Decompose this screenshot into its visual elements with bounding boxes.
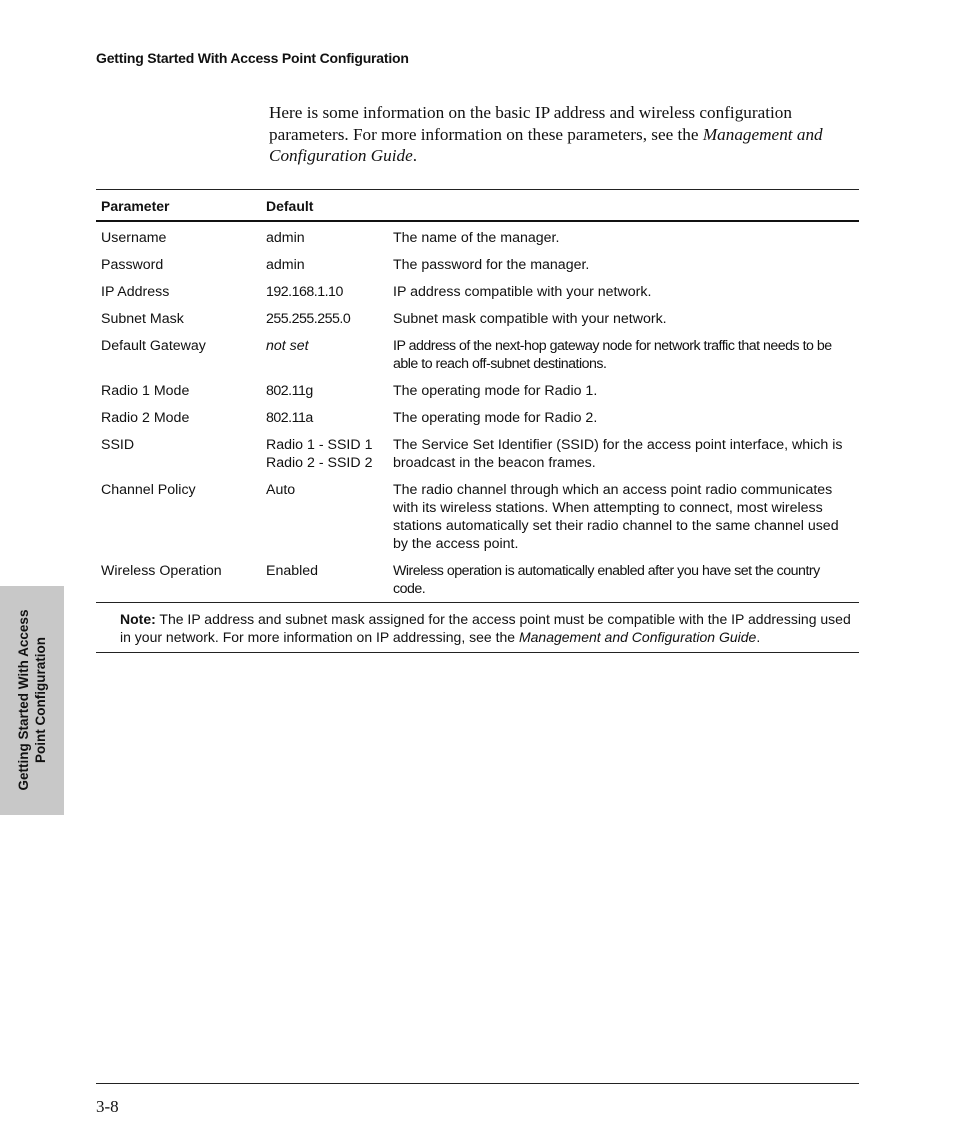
intro-end: . [412,146,418,165]
cell-default: 802.11g [266,383,313,399]
cell-description: The operating mode for Radio 1. [393,383,598,399]
cell-parameter: Wireless Operation [101,563,222,579]
cell-default: admin [266,257,305,273]
table-row [96,476,859,557]
table-row [96,251,859,278]
cell-description: IP address compatible with your network. [393,284,652,300]
intro-guide-title: Management and Configuration Guide [269,124,823,165]
cell-description: The name of the manager. [393,230,560,246]
header-parameter: Parameter [96,190,261,222]
header-description [388,190,859,222]
side-tab-line1: Getting Started With Access [16,609,31,791]
cell-parameter: Radio 1 Mode [101,383,190,399]
table-note-row [96,603,859,653]
cell-default: Enabled [266,563,319,579]
cell-default [261,431,388,476]
cell-description: The password for the manager. [393,257,590,273]
cell-default: 192.168.1.10 [266,284,343,300]
table-row [96,431,859,476]
table-header-row [96,190,859,222]
cell-description: Wireless operation is automatically enabled after you have set the country code. [393,563,820,597]
header-default: Default [261,190,388,222]
note-text: The IP address and subnet mask assigned for the access point must be compatible with the IP addressing used in your network. For more information on IP addressing, see the [120,611,851,645]
parameter-table-container [96,189,859,653]
cell-default: not set [266,338,309,354]
page-number: 3-8 [96,1097,119,1116]
cell-default-line1: Radio 1 - SSID 1 [266,437,373,453]
table-row [96,557,859,603]
cell-default: admin [266,230,305,246]
cell-default: 255.255.255.0 [266,311,351,327]
cell-default-line2: Radio 2 - SSID 2 [266,455,373,471]
cell-parameter: Subnet Mask [101,311,184,327]
cell-parameter: SSID [101,437,135,453]
footer-rule [96,1083,859,1084]
side-tab-line2: Point Configuration [33,637,48,763]
cell-default: 802.11a [266,410,313,426]
cell-parameter: Default Gateway [101,338,206,354]
cell-default: Auto [266,482,296,498]
table-row [96,221,859,251]
table-row [96,332,859,377]
running-header: Getting Started With Access Point Configuration [96,50,409,66]
intro-text: Here is some information on the basic IP address and wireless configuration parameters. For more information on these parameters, see the [269,103,792,144]
chapter-side-tab [0,586,64,815]
cell-description: The Service Set Identifier (SSID) for the access point interface, which is broadcast in the beacon frames. [393,437,843,471]
cell-description: Subnet mask compatible with your network. [393,311,667,327]
intro-paragraph [269,102,869,167]
cell-parameter: Radio 2 Mode [101,410,190,426]
cell-description: The radio channel through which an access point radio communicates with its wireless stations. When attempting to connect, most wireless stations automatically set their radio channel to the same channel used by the access point. [393,482,839,552]
table-note [96,603,859,653]
cell-parameter: Channel Policy [101,482,196,498]
cell-description: The operating mode for Radio 2. [393,410,598,426]
parameter-table [96,189,859,653]
cell-parameter: IP Address [101,284,170,300]
table-row [96,278,859,305]
table-row [96,404,859,431]
cell-parameter: Password [101,257,164,273]
chapter-side-tab-label [15,610,49,791]
cell-description: IP address of the next-hop gateway node for network traffic that needs to be able to reach off-subnet destinations. [393,338,832,372]
note-guide-title: Management and Configuration Guide [518,629,757,645]
table-row [96,305,859,332]
cell-parameter: Username [101,230,167,246]
note-label: Note: [120,611,156,627]
table-row [96,377,859,404]
note-end: . [756,629,761,645]
